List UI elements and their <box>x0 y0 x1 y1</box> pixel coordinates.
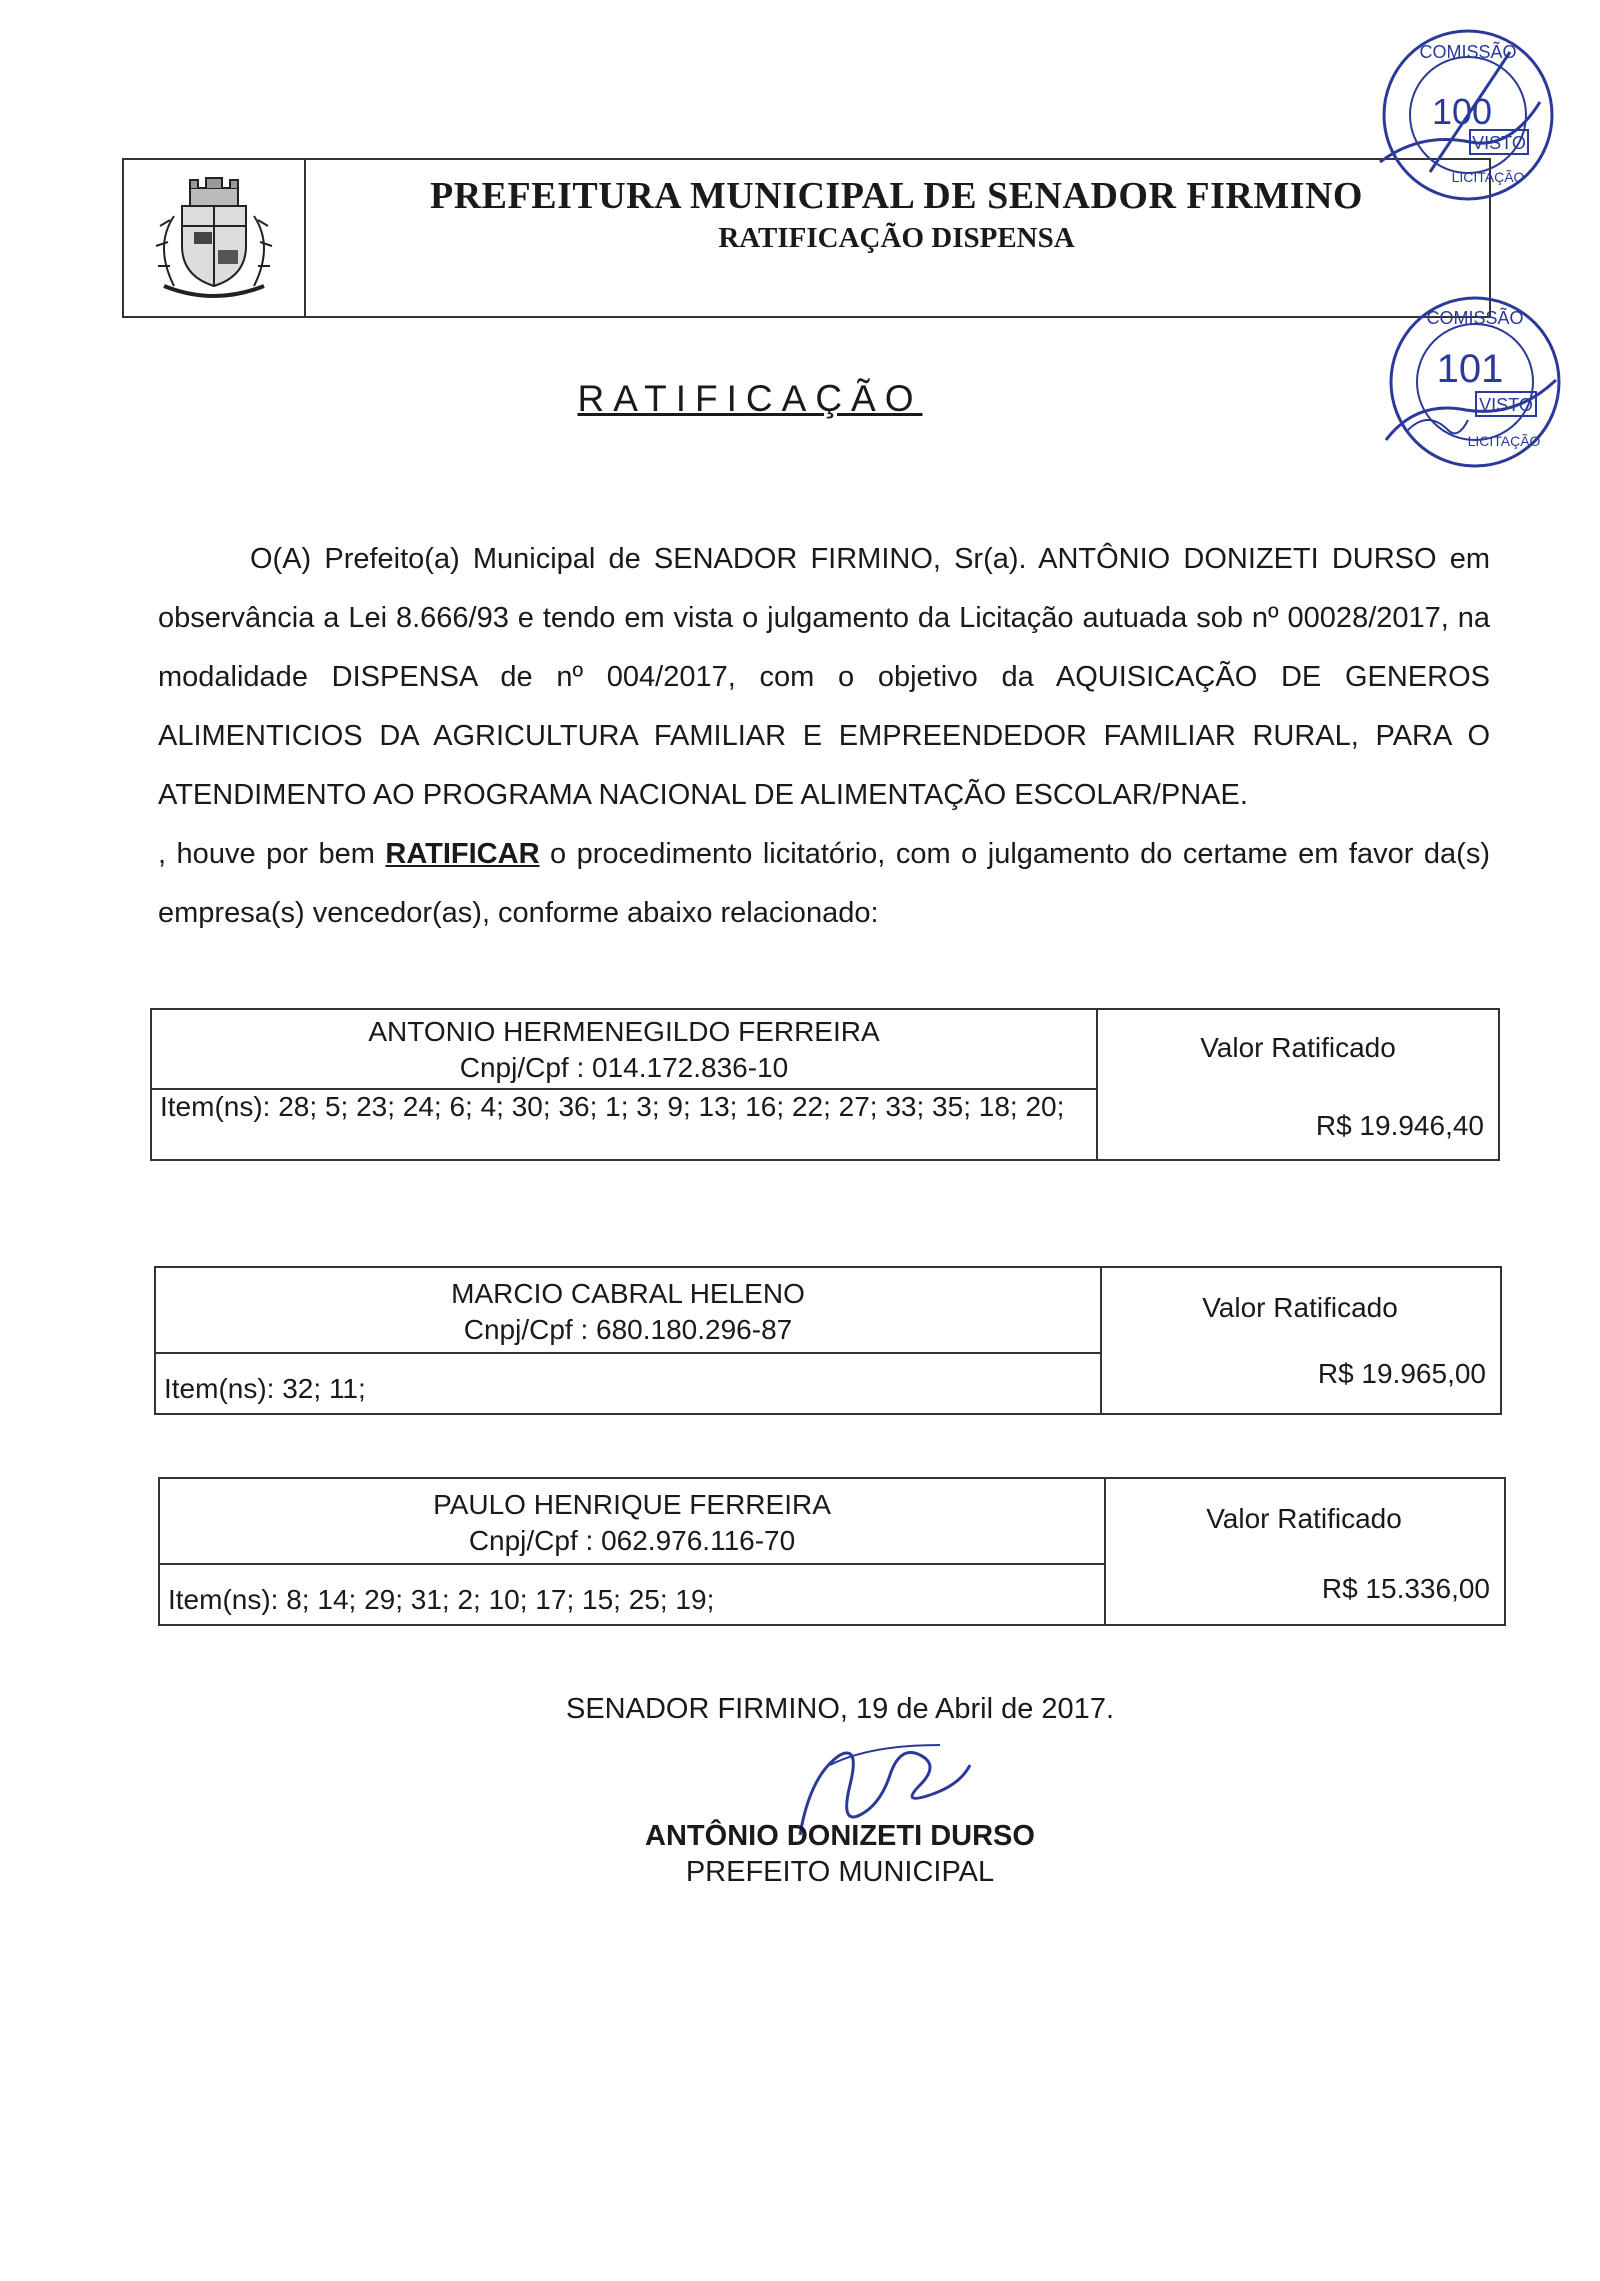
signer-role: PREFEITO MUNICIPAL <box>685 1856 995 1888</box>
place-and-date: SENADOR FIRMINO, 19 de Abril de 2017. <box>566 1693 1114 1725</box>
valor-amount: R$ 19.965,00 <box>1317 1358 1486 1389</box>
svg-text:VISTO: VISTO <box>1472 133 1526 153</box>
vendor-table <box>154 1266 1502 1415</box>
svg-text:COMISSÃO: COMISSÃO <box>1419 42 1517 62</box>
crest-icon <box>134 166 294 310</box>
ratificar-emphasis: RATIFICAR <box>385 838 540 870</box>
vendor-items: Item(ns): 8; 14; 29; 31; 2; 10; 17; 15; 25; 19; <box>160 1563 1106 1626</box>
valor-label: Valor Ratificado <box>1202 1292 1398 1323</box>
valor-amount: R$ 15.336,00 <box>1321 1573 1490 1604</box>
vendor-name: MARCIO CABRAL HELENO <box>451 1278 805 1309</box>
ratification-body <box>158 530 1490 943</box>
svg-text:101: 101 <box>1436 347 1504 391</box>
letterhead <box>122 158 1491 318</box>
valor-label: Valor Ratificado <box>1206 1503 1402 1534</box>
municipal-crest <box>124 160 306 316</box>
svg-text:100: 100 <box>1431 91 1493 132</box>
vendor-name-cell <box>156 1268 1102 1354</box>
svg-text:LICITAÇÃO: LICITAÇÃO <box>1451 169 1525 185</box>
document-type: RATIFICAÇÃO DISPENSA <box>718 222 1075 254</box>
vendor-name: PAULO HENRIQUE FERREIRA <box>433 1489 831 1520</box>
vendor-table <box>158 1477 1506 1626</box>
vendor-cnpj: Cnpj/Cpf : 062.976.116-70 <box>468 1525 796 1556</box>
commission-stamp-1 <box>1370 22 1566 208</box>
vendor-name: ANTONIO HERMENEGILDO FERREIRA <box>368 1016 880 1047</box>
svg-text:LICITAÇÃO: LICITAÇÃO <box>1467 433 1541 449</box>
svg-text:COMISSÃO: COMISSÃO <box>1426 308 1524 328</box>
vendor-table <box>150 1008 1500 1161</box>
body-paragraph-2: , houve por bem RATIFICAR o procedimento licitatório, com o julgamento do certame em favor da(s) empresa(s) vencedor(as), conforme abaixo relacionado: <box>158 838 1490 929</box>
vendor-name-cell <box>160 1479 1106 1565</box>
vendor-cnpj: Cnpj/Cpf : 014.172.836-10 <box>459 1052 789 1083</box>
vendor-name-cell <box>152 1010 1098 1090</box>
vendor-cnpj: Cnpj/Cpf : 680.180.296-87 <box>463 1314 793 1345</box>
municipality-title: PREFEITURA MUNICIPAL DE SENADOR FIRMINO <box>430 175 1363 217</box>
valor-amount: R$ 19.946,40 <box>1315 1110 1484 1141</box>
svg-text:VISTO: VISTO <box>1479 395 1533 415</box>
signer-name: ANTÔNIO DONIZETI DURSO <box>645 1820 1035 1852</box>
vendor-items: Item(ns): 32; 11; <box>156 1352 1102 1415</box>
vendor-items: Item(ns): 28; 5; 23; 24; 6; 4; 30; 36; 1; 3; 9; 13; 16; 22; 27; 33; 35; 18; 20; <box>152 1088 1098 1161</box>
document-title: RATIFICAÇÃO <box>577 378 923 419</box>
valor-label: Valor Ratificado <box>1200 1032 1396 1063</box>
body-paragraph-1: O(A) Prefeito(a) Municipal de SENADOR FIRMINO, Sr(a). ANTÔNIO DONIZETI DURSO em observância a Lei 8.666/93 e tendo em vista o julgamento da Licitação autuada sob nº 00028/2017, na modalidade DISPENSA de nº 004/2017, com o objetivo da AQUISICAÇÃO DE GENEROS ALIMENTICIOS DA AGRICULTURA FAMILIAR E EMPREENDEDOR FAMILIAR RURAL, PARA O ATENDIMENTO AO PROGRAMA NACIONAL DE ALIMENTAÇÃO ESCOLAR/PNAE. <box>158 543 1490 811</box>
